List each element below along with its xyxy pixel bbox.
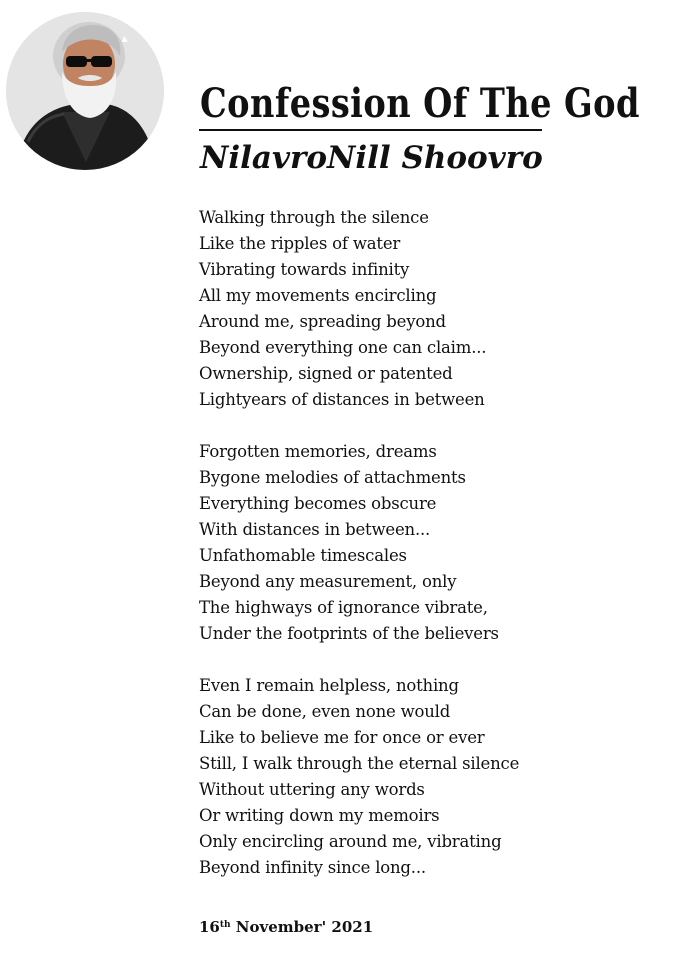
poem-line: Only encircling around me, vibrating xyxy=(199,832,502,851)
poem-line: Like to believe me for once or ever xyxy=(199,728,485,747)
poem-title: Confession Of The God xyxy=(200,80,640,127)
poem-line: Walking through the silence xyxy=(199,208,429,227)
poem-body xyxy=(199,205,679,907)
poem-line: Around me, spreading beyond xyxy=(199,312,446,331)
poem-line: Everything becomes obscure xyxy=(199,494,437,513)
poem-line: With distances in between... xyxy=(199,520,431,539)
poem-line: Or writing down my memoirs xyxy=(199,806,440,825)
author-photo xyxy=(6,12,164,170)
poem-line: Like the ripples of water xyxy=(199,234,401,253)
title-underline xyxy=(199,129,542,131)
poem-line: Under the footprints of the believers xyxy=(199,624,499,643)
poem-line: Unfathomable timescales xyxy=(199,546,407,565)
date-day-suffix: th xyxy=(219,920,231,930)
poem-line: Still, I walk through the eternal silence xyxy=(199,754,520,773)
poem-author: NilavroNill Shoovro xyxy=(200,140,543,176)
poem-line: Forgotten memories, dreams xyxy=(199,442,437,461)
poem-line: The highways of ignorance vibrate, xyxy=(199,598,488,617)
poem-line: Can be done, even none would xyxy=(199,702,451,721)
poem-line: Lightyears of distances in between xyxy=(199,390,485,409)
stanza xyxy=(199,205,679,413)
stanza xyxy=(199,673,679,881)
date-day: 16 xyxy=(199,918,220,936)
poem-line: Ownership, signed or patented xyxy=(199,364,453,383)
poem-line: Beyond any measurement, only xyxy=(199,572,457,591)
stanza xyxy=(199,439,679,647)
poem-line: Beyond infinity since long... xyxy=(199,858,426,877)
poem-line: Vibrating towards infinity xyxy=(199,260,410,279)
poem-line: Even I remain helpless, nothing xyxy=(199,676,459,695)
poem-line: Without uttering any words xyxy=(199,780,425,799)
author-portrait-illustration xyxy=(6,12,164,170)
date-month-year: November' 2021 xyxy=(230,918,374,936)
poem-date xyxy=(199,916,373,938)
poem-line: Beyond everything one can claim... xyxy=(199,338,487,357)
poem-line: Bygone melodies of attachments xyxy=(199,468,466,487)
poem-line: All my movements encircling xyxy=(199,286,437,305)
